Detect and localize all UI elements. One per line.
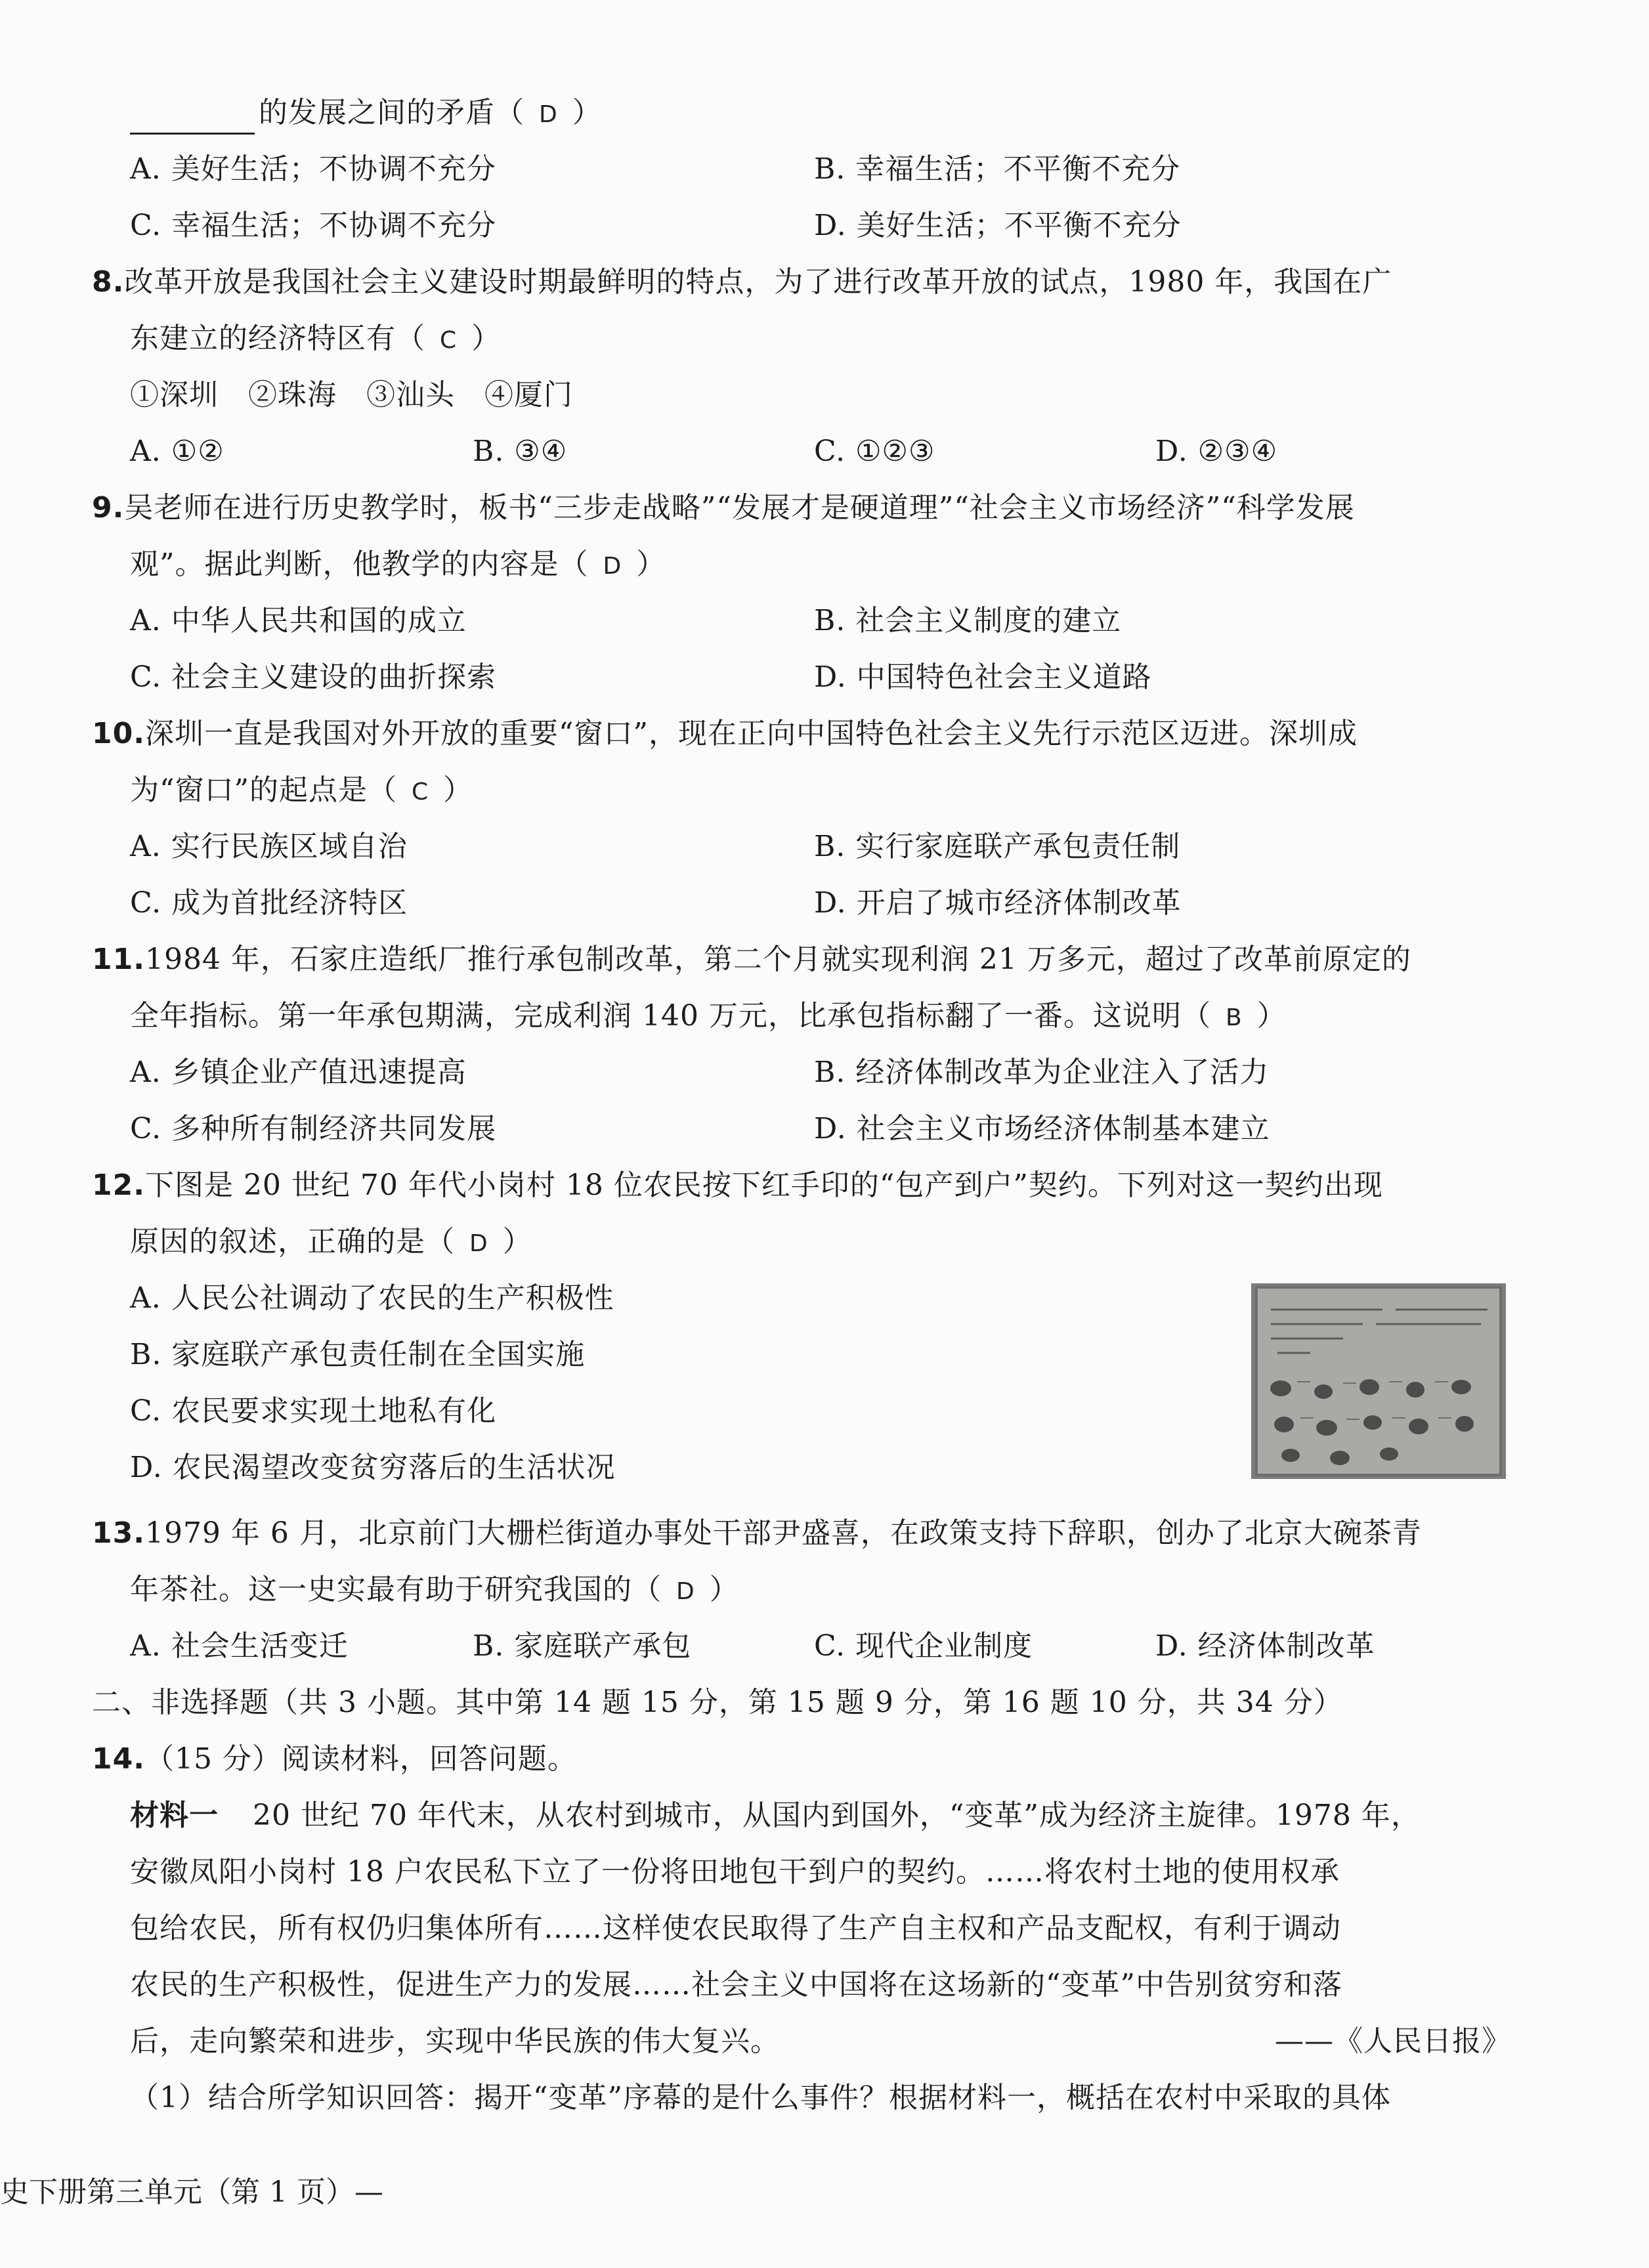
q8-items: ①深圳 ②珠海 ③汕头 ④厦门 (130, 378, 573, 412)
q12-option-b: B. 家庭联产承包责任制在全国实施 (130, 1338, 586, 1371)
q10-option-a: A. 实行民族区域自治 (130, 830, 408, 863)
q9-option-b: B. 社会主义制度的建立 (814, 604, 1122, 637)
q12-option-a: A. 人民公社调动了农民的生产积极性 (130, 1281, 614, 1315)
q10-stem-line2: 为“窗口”的起点是（ C ） (130, 773, 473, 807)
material-1-line3: 包给农民，所有权仍归集体所有……这样使农民取得了生产自主权和产品支配权，有利于调动 (130, 1912, 1341, 1945)
material-label: 材料一 (130, 1799, 219, 1832)
contract-photo-graphic (1251, 1283, 1506, 1479)
page-footer: 史下册第三单元（第 1 页）— (0, 2175, 383, 2209)
q12-stem-line1: 12.下图是 20 世纪 70 年代小岗村 18 位农民按下红手印的“包产到户”契约。下列对这一契约出现 (92, 1168, 1383, 1202)
q11-option-b: B. 经济体制改革为企业注入了活力 (814, 1056, 1270, 1089)
q10-option-d: D. 开启了城市经济体制改革 (814, 886, 1182, 920)
q10-answer: C (412, 779, 429, 805)
question-number: 10. (92, 717, 145, 750)
q9-stem-line1: 9.吴老师在进行历史教学时，板书“三步走战略”“发展才是硬道理”“社会主义市场经济”“科学发展 (92, 491, 1355, 524)
q13-stem-line1: 13.1979 年 6 月，北京前门大栅栏街道办事处干部尹盛喜，在政策支持下辞职，创办了北京大碗茶青 (92, 1516, 1422, 1550)
q10-stem-line1: 10.深圳一直是我国对外开放的重要“窗口”，现在正向中国特色社会主义先行示范区迈进。深圳成 (92, 717, 1358, 750)
q11-answer: B (1225, 1004, 1243, 1031)
q14-sub1: （1）结合所学知识回答：揭开“变革”序幕的是什么事件？根据材料一，概括在农村中采取的具体 (130, 2081, 1391, 2114)
q9-stem-line2: 观”。据此判断，他教学的内容是（ D ） (130, 547, 666, 581)
material-1-source: ——《人民日报》 (1275, 2024, 1511, 2058)
q7-option-b: B. 幸福生活；不平衡不充分 (814, 152, 1181, 186)
q8-stem-line1: 8.改革开放是我国社会主义建设时期最鲜明的特点，为了进行改革开放的试点，1980 年，我国在广 (92, 265, 1392, 299)
section-2-heading: 二、非选择题（共 3 小题。其中第 14 题 15 分，第 15 题 9 分，第 16 题 10 分，共 34 分） (92, 1686, 1343, 1719)
q13-answer: D (676, 1578, 695, 1605)
q8-stem-line2: 东建立的经济特区有（ C ） (130, 322, 502, 355)
material-1-line1: 材料一 20 世纪 70 年代末，从农村到城市，从国内到国外，“变革”成为经济主旋律。1978 年， (130, 1799, 1421, 1832)
question-number: 13. (92, 1516, 145, 1550)
q11-option-d: D. 社会主义市场经济体制基本建立 (814, 1112, 1270, 1145)
q13-stem-line2: 年茶社。这一史实最有助于研究我国的（ D ） (130, 1573, 739, 1606)
material-1-line4: 农民的生产积极性，促进生产力的发展……社会主义中国将在这场新的“变革”中告别贫穷和落 (130, 1968, 1342, 2001)
q9-option-a: A. 中华人民共和国的成立 (130, 604, 467, 637)
question-number: 9. (92, 491, 125, 524)
q11-option-a: A. 乡镇企业产值迅速提高 (130, 1056, 467, 1089)
question-number: 12. (92, 1168, 145, 1202)
q7-option-c: C. 幸福生活；不协调不充分 (130, 209, 497, 242)
q7-answer: D (539, 101, 558, 128)
q8-option-a: A. ①② (130, 435, 225, 468)
q13-option-a: A. 社会生活变迁 (130, 1629, 349, 1663)
q11-stem-line2: 全年指标。第一年承包期满，完成利润 140 万元，比承包指标翻了一番。这说明（ B ） (130, 999, 1287, 1033)
q10-option-c: C. 成为首批经济特区 (130, 886, 408, 920)
q9-answer: D (603, 553, 622, 580)
q9-option-c: C. 社会主义建设的曲折探索 (130, 660, 497, 694)
q7-option-a: A. 美好生活；不协调不充分 (130, 152, 496, 186)
q12-answer: D (469, 1230, 488, 1257)
q8-answer: C (440, 327, 458, 354)
q7-option-d: D. 美好生活；不平衡不充分 (814, 209, 1182, 242)
q13-option-d: D. 经济体制改革 (1155, 1629, 1375, 1663)
q12-option-c: C. 农民要求实现土地私有化 (130, 1394, 497, 1428)
q8-option-b: B. ③④ (473, 435, 568, 468)
material-1-line2: 安徽凤阳小岗村 18 户农民私下立了一份将田地包干到户的契约。……将农村土地的使用权承 (130, 1855, 1340, 1889)
q8-option-d: D. ②③④ (1155, 435, 1278, 468)
q7-continuation: 的发展之间的矛盾（ D ） (130, 93, 602, 135)
question-number: 8. (92, 265, 125, 299)
contract-photo (1251, 1283, 1506, 1479)
answer-blank (130, 106, 255, 135)
material-1-line5: 后，走向繁荣和进步，实现中华民族的伟大复兴。 (130, 2024, 780, 2058)
q11-option-c: C. 多种所有制经济共同发展 (130, 1112, 497, 1145)
q13-option-c: C. 现代企业制度 (814, 1629, 1033, 1663)
q10-option-b: B. 实行家庭联产承包责任制 (814, 830, 1181, 863)
question-number: 11. (92, 943, 145, 976)
question-number: 14. (92, 1742, 145, 1776)
q12-option-d: D. 农民渴望改变贫穷落后的生活状况 (130, 1451, 616, 1484)
q9-option-d: D. 中国特色社会主义道路 (814, 660, 1152, 694)
q14-stem: 14.（15 分）阅读材料，回答问题。 (92, 1742, 577, 1776)
q8-option-c: C. ①②③ (814, 435, 935, 468)
q12-stem-line2: 原因的叙述，正确的是（ D ） (130, 1225, 532, 1258)
q11-stem-line1: 11.1984 年，石家庄造纸厂推行承包制改革，第二个月就实现利润 21 万多元，超过了改革前原定的 (92, 943, 1411, 976)
q13-option-b: B. 家庭联产承包 (473, 1629, 692, 1663)
